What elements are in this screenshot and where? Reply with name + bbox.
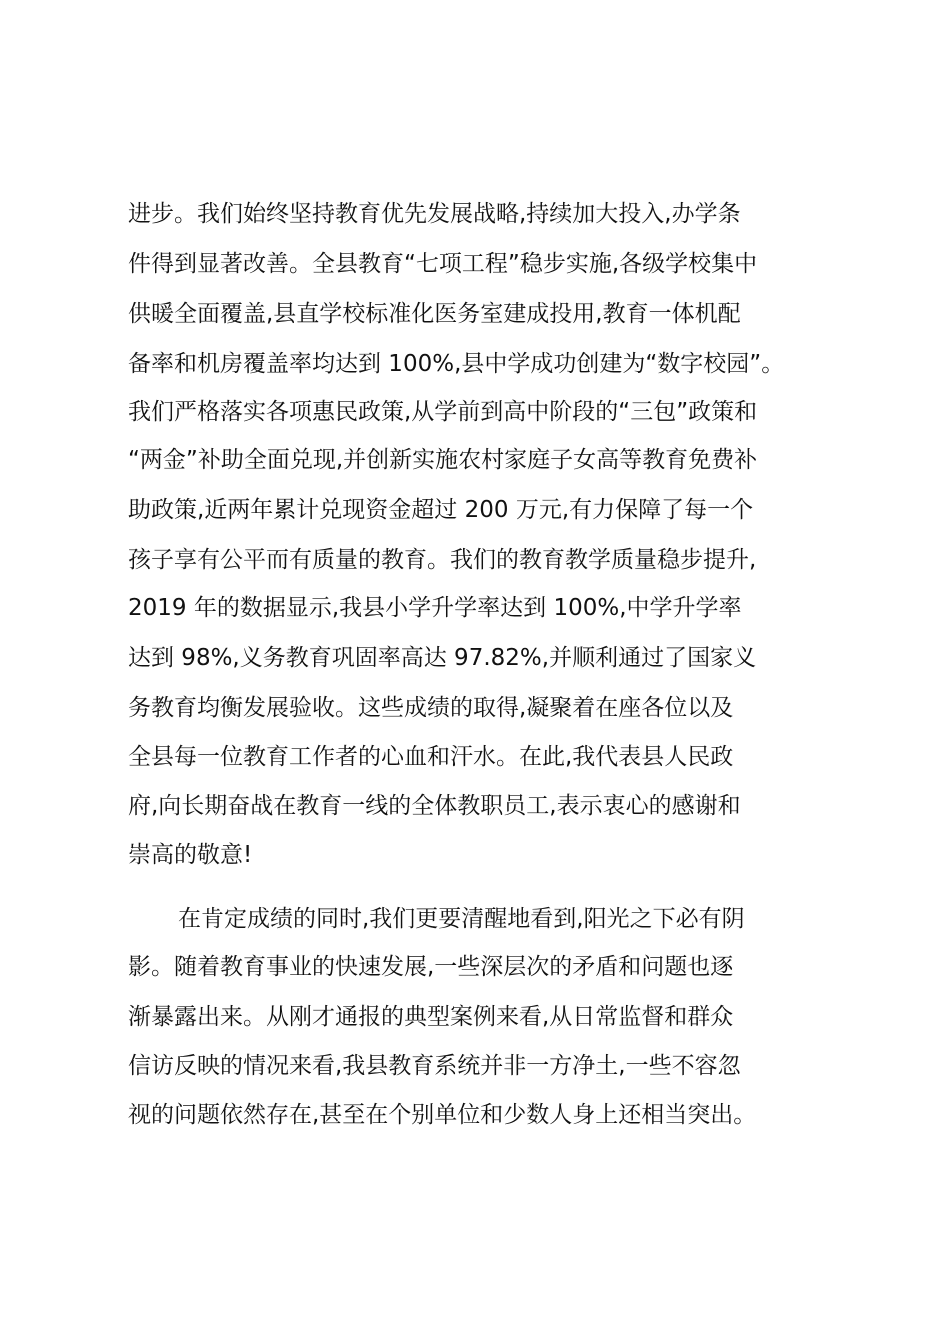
paragraph-2-line-4: 信访反映的情况来看,我县教育系统并非一方净土,一些不容忽	[128, 1053, 741, 1079]
paragraph-1-line-4: 备率和机房覆盖率均达到 100%,县中学成功创建为“数字校园”。	[128, 351, 785, 377]
paragraph-1-line-11: 务教育均衡发展验收。这些成绩的取得,凝聚着在座各位以及	[128, 695, 734, 721]
paragraph-1-line-1: 进步。我们始终坚持教育优先发展战略,持续加大投入,办学条	[128, 201, 741, 227]
paragraph-1-line-9: 2019 年的数据显示,我县小学升学率达到 100%,中学升学率	[128, 595, 742, 621]
paragraph-2-line-5: 视的问题依然存在,甚至在个别单位和少数人身上还相当突出。	[128, 1102, 757, 1128]
paragraph-1-line-3: 供暖全面覆盖,县直学校标准化医务室建成投用,教育一体机配	[128, 301, 741, 327]
paragraph-1-line-7: 助政策,近两年累计兑现资金超过 200 万元,有力保障了每一个	[128, 497, 754, 523]
paragraph-1-line-14: 崇高的敬意!	[128, 842, 253, 868]
paragraph-2-line-3: 渐暴露出来。从刚才通报的典型案例来看,从日常监督和群众	[128, 1004, 734, 1030]
paragraph-1-line-10: 达到 98%,义务教育巩固率高达 97.82%,并顺利通过了国家义	[128, 645, 757, 671]
paragraph-2-line-1: 在肯定成绩的同时,我们更要清醒地看到,阳光之下必有阴	[178, 906, 745, 932]
paragraph-2-line-2: 影。随着教育事业的快速发展,一些深层次的矛盾和问题也逐	[128, 954, 734, 980]
paragraph-1-line-5: 我们严格落实各项惠民政策,从学前到高中阶段的“三包”政策和	[128, 399, 758, 425]
paragraph-1-line-13: 府,向长期奋战在教育一线的全体教职员工,表示衷心的感谢和	[128, 793, 741, 819]
paragraph-1-line-8: 孩子享有公平而有质量的教育。我们的教育教学质量稳步提升,	[128, 547, 757, 573]
paragraph-1-line-12: 全县每一位教育工作者的心血和汗水。在此,我代表县人民政	[128, 744, 734, 770]
paragraph-1-line-2: 件得到显著改善。全县教育“七项工程”稳步实施,各级学校集中	[128, 251, 758, 277]
paragraph-1-line-6: “两金”补助全面兑现,并创新实施农村家庭子女高等教育免费补	[128, 447, 758, 473]
